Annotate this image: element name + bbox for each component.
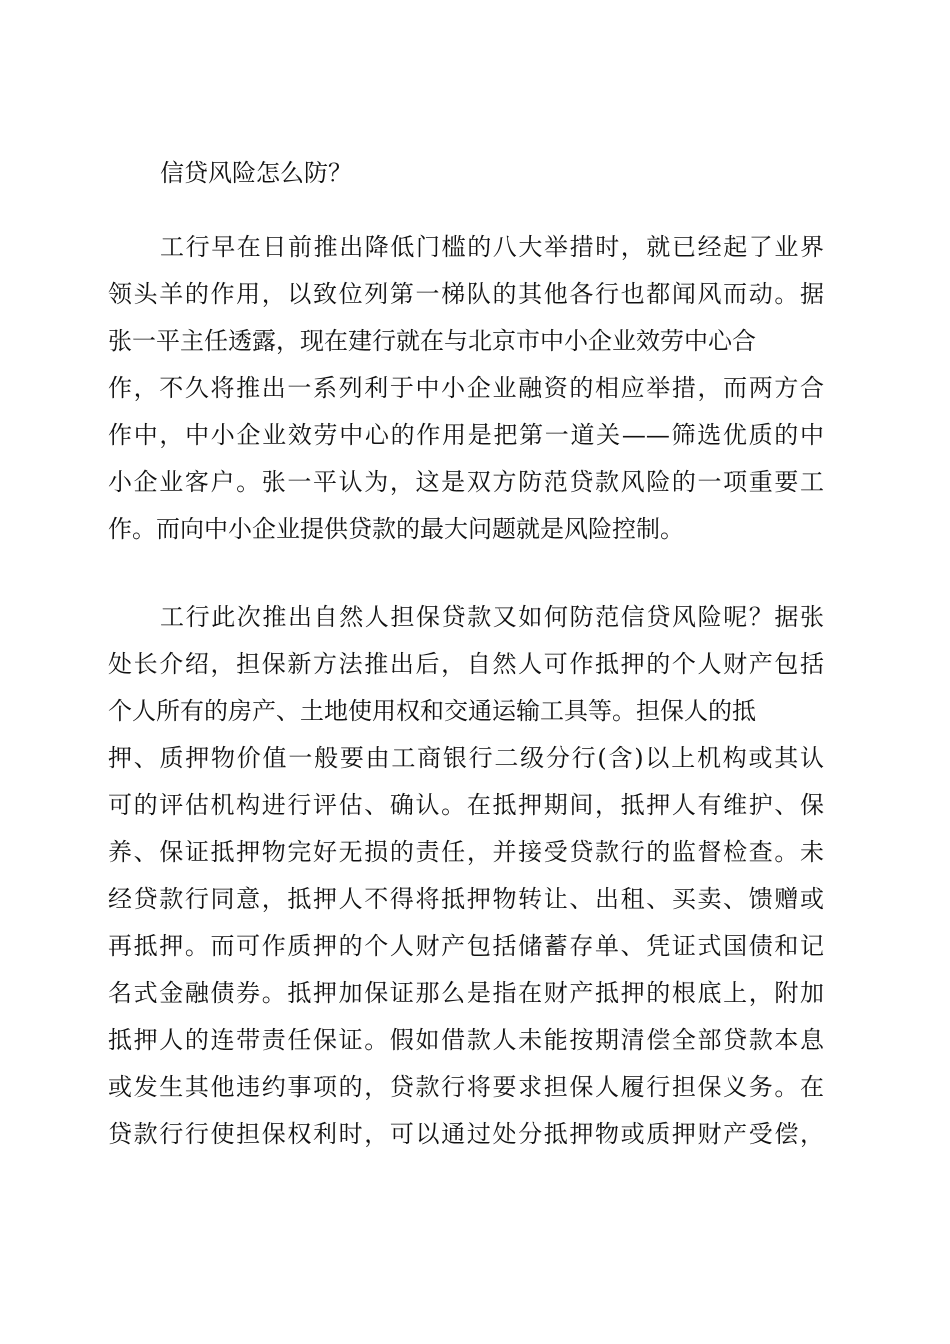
paragraph-line: 张一平主任透露，现在建行就在与北京市中小企业效劳中心合 xyxy=(108,327,756,355)
paragraph-line: 押、质押物价值一般要由工商银行二级分行(含)以上机构或其认 xyxy=(108,744,824,772)
paragraph-line: 可的评估机构进行评估、确认。在抵押期间，抵押人有维护、保 xyxy=(108,791,824,819)
document-title xyxy=(108,150,824,197)
paragraph-line: 作中，中小企业效劳中心的作用是把第一道关——筛选优质的中 xyxy=(108,421,824,449)
paragraph-1 xyxy=(108,224,824,553)
paragraph-line: 养、保证抵押物完好无损的责任，并接受贷款行的监督检查。未 xyxy=(108,838,824,866)
paragraph-line: 抵押人的连带责任保证。假如借款人未能按期清偿全部贷款本息 xyxy=(108,1026,824,1054)
paragraph-line: 名式金融债券。抵押加保证那么是指在财产抵押的根底上，附加 xyxy=(108,979,824,1007)
paragraph-line: 作。而向中小企业提供贷款的最大问题就是风险控制。 xyxy=(108,515,684,543)
paragraph-line: 个人所有的房产、土地使用权和交通运输工具等。担保人的抵 xyxy=(108,697,756,725)
paragraph-line: 经贷款行同意，抵押人不得将抵押物转让、出租、买卖、馈赠或 xyxy=(108,885,824,913)
paragraph-line: 贷款行行使担保权利时，可以通过处分抵押物或质押财产受偿， xyxy=(108,1120,824,1148)
paragraph-line: 工行早在日前推出降低门槛的八大举措时，就已经起了业界 xyxy=(160,233,824,261)
paragraph-line: 工行此次推出自然人担保贷款又如何防范信贷风险呢？据张 xyxy=(160,603,824,631)
paragraph-2 xyxy=(108,594,824,1158)
paragraph-line: 领头羊的作用，以致位列第一梯队的其他各行也都闻风而动。据 xyxy=(108,280,824,308)
title-line: 信贷风险怎么防？ xyxy=(160,159,352,187)
paragraph-line: 小企业客户。张一平认为，这是双方防范贷款风险的一项重要工 xyxy=(108,468,824,496)
paragraph-line: 处长介绍，担保新方法推出后，自然人可作抵押的个人财产包括 xyxy=(108,650,824,678)
paragraph-line: 或发生其他违约事项的，贷款行将要求担保人履行担保义务。在 xyxy=(108,1073,824,1101)
paragraph-line: 再抵押。而可作质押的个人财产包括储蓄存单、凭证式国债和记 xyxy=(108,932,824,960)
paragraph-line: 作，不久将推出一系列利于中小企业融资的相应举措，而两方合 xyxy=(108,374,824,402)
